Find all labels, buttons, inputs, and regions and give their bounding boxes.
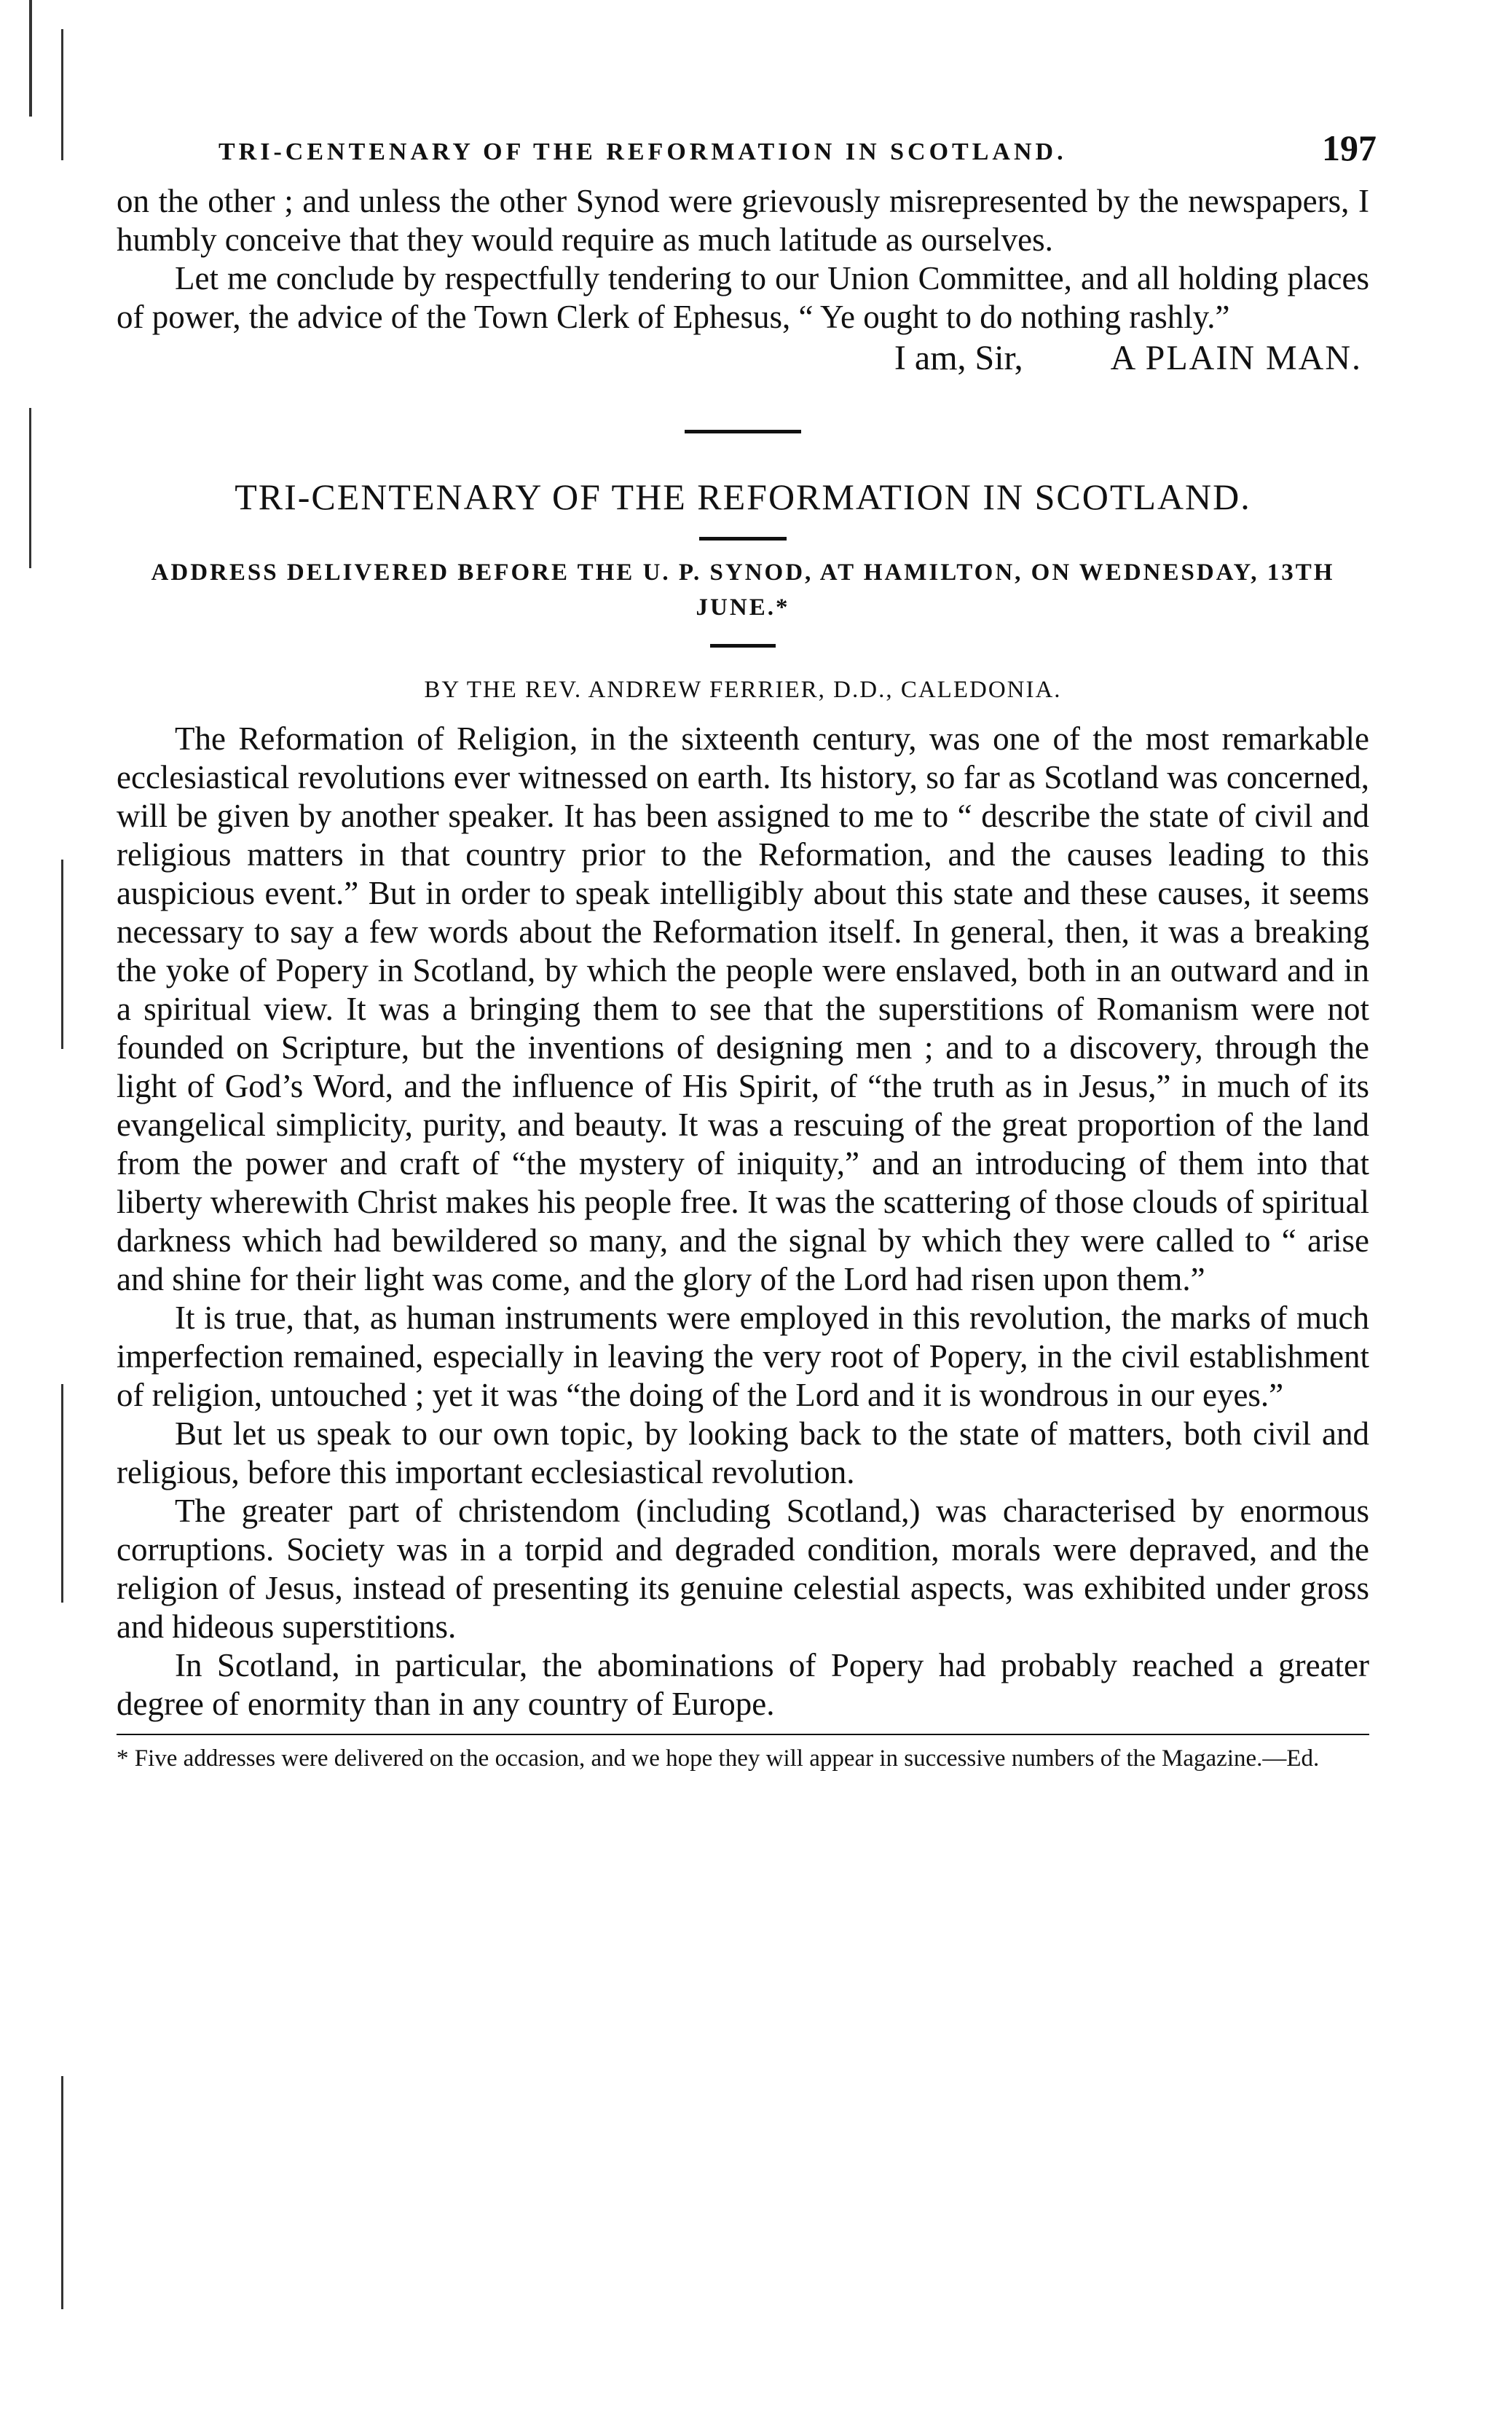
article-paragraph: But let us speak to our own topic, by looking back to the state of matters, both civil and religious, before this important ecclesiastical revolution. xyxy=(117,1415,1369,1490)
letter-closing: I am, Sir, xyxy=(894,339,1023,377)
scan-edge-mark xyxy=(61,2076,63,2309)
scan-edge-mark xyxy=(61,860,63,1049)
article-subtitle: ADDRESS DELIVERED BEFORE THE U. P. SYNOD, AT HAMILTON, ON WEDNESDAY, 13TH JUNE.* xyxy=(151,559,1335,621)
scan-edge-mark xyxy=(29,0,32,117)
article-title: TRI-CENTENARY OF THE REFORMATION IN SCOTLAND. xyxy=(235,476,1251,517)
letter-paragraph: Let me conclude by respectfully tendering to our Union Committee, and all holding places of power, the advice of the Town Clerk of Ephesus, “ Ye ought to do nothing rashly.” xyxy=(117,260,1369,335)
scan-edge-mark xyxy=(61,29,63,160)
page-number: 197 xyxy=(1322,127,1377,168)
scan-edge-mark xyxy=(61,1384,63,1603)
document-page xyxy=(117,124,1377,1775)
article-paragraph: In Scotland, in particular, the abominations of Popery had probably reached a greater degree of enormity than in any country of Europe. xyxy=(117,1647,1369,1722)
footnote-divider xyxy=(117,1734,1369,1735)
title-divider xyxy=(699,537,787,541)
scan-edge-mark xyxy=(29,408,31,568)
letter-signature: A PLAIN MAN. xyxy=(1110,339,1362,377)
letter-signature-block xyxy=(117,338,1369,379)
article-byline: BY THE REV. ANDREW FERRIER, D.D., CALEDONIA. xyxy=(424,677,1062,703)
footnote: * Five addresses were delivered on the occasion, and we hope they will appear in successive numbers of the Magazine.—Ed. xyxy=(117,1745,1320,1772)
section-divider xyxy=(685,430,801,433)
running-title: TRI-CENTENARY OF THE REFORMATION IN SCOTLAND. xyxy=(218,138,1067,165)
running-header xyxy=(117,124,1377,182)
article-paragraph: The Reformation of Religion, in the sixteenth century, was one of the most remarkable ecclesiastical revolutions ever witnessed on earth. Its history, so far as Scotland was concerned, will be given by another speaker. It has been assigned to me to “ describe the state of civil and religious matters in that country prior to the Reformation, and the causes leading to this auspicious event.” But in order to speak intelligibly about this state and these causes, it seems necessary to say a few words about the Reformation itself. In general, then, it was a breaking the yoke of Popery in Scotland, by which the people were enslaved, both in an outward and in a spiritual view. It was a bringing them to see that the superstitions of Romanism were not founded on Scripture, but the inventions of designing men ; and to a discovery, through the light of God’s Word, and the influence of His Spirit, of “the truth as in Jesus,” in much of its evangelical simplicity, purity, and beauty. It was a rescuing of the great proportion of the land from the power and craft of “the mystery of iniquity,” and an introducing of them into that liberty wherewith Christ makes his people free. It was the scattering of those clouds of spiritual darkness which had bewildered so many, and the signal by which they were called to “ arise and shine for their light was come, and the glory of the Lord had risen upon them.” xyxy=(117,720,1369,1297)
article-paragraph: The greater part of christendom (including Scotland,) was characterised by enormous corruptions. Society was in a torpid and degraded condition, morals were depraved, and the religion of Jesus, instead of presenting its genuine celestial aspects, was exhibited under gross and hideous superstitions. xyxy=(117,1493,1369,1645)
article-paragraph: It is true, that, as human instruments were employed in this revolution, the marks of much imperfection remained, especially in leaving the very root of Popery, in the civil establishment of religion, untouched ; yet it was “the doing of the Lord and it is wondrous in our eyes.” xyxy=(117,1300,1369,1413)
subtitle-divider xyxy=(710,644,776,648)
letter-paragraph: on the other ; and unless the other Synod were grievously misrepresented by the newspapers, I humbly conceive that they would require as much latitude as ourselves. xyxy=(117,183,1369,258)
